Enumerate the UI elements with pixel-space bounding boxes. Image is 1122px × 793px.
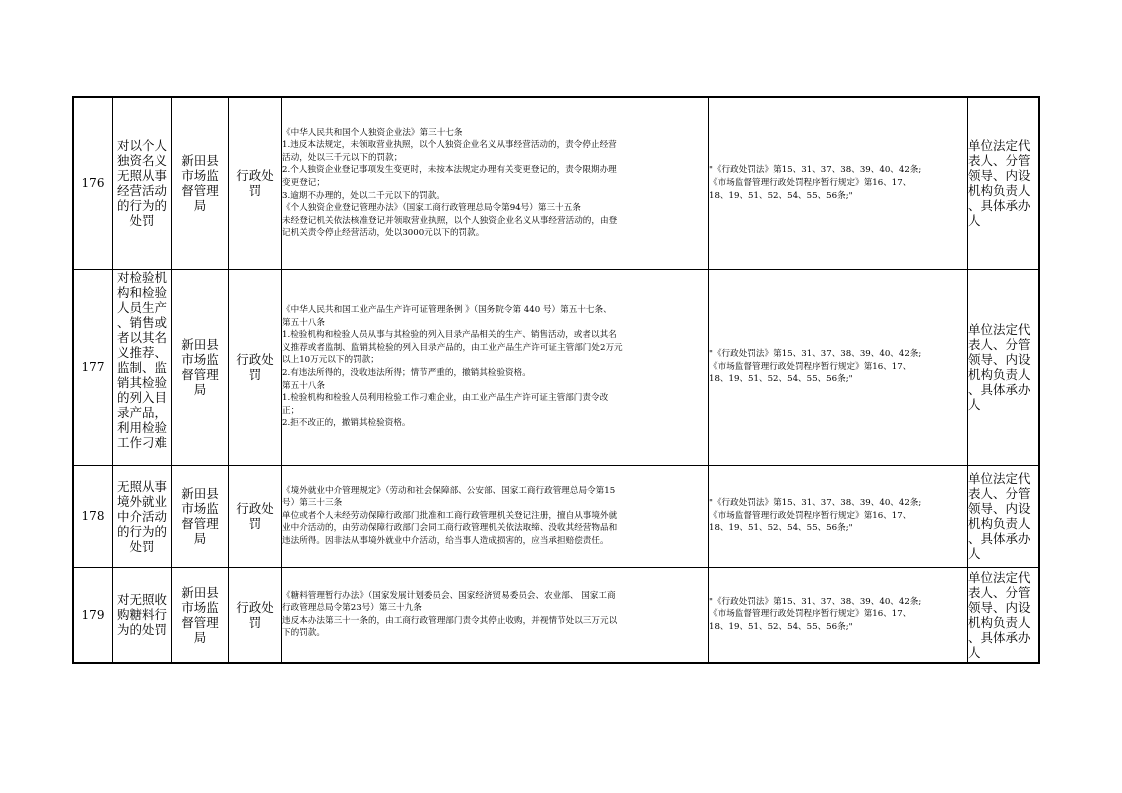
- procedure-basis-cell: [709, 465, 968, 567]
- item-name-line: 监制、监: [116, 359, 167, 375]
- legal-basis-line: 《个人独资企业登记管理办法》（国家工商行政管理总局令第94号）第三十五条: [282, 203, 581, 214]
- department-lines: [172, 585, 228, 645]
- legal-basis-cell: [282, 97, 709, 269]
- power-type-lines: [229, 352, 281, 382]
- legal-basis-line: 记机关责令停止经营活动，处以3000元以下的罚款。: [282, 228, 485, 239]
- department-cell: [172, 97, 229, 269]
- responsible-party-line: 领导、内设: [968, 599, 1031, 615]
- responsible-party-line: 领导、内设: [968, 501, 1031, 516]
- department-line: 督管理: [181, 367, 219, 382]
- procedure-basis-line: 《市场监督管理行政处罚程序暂行规定》第16、17、: [709, 361, 912, 372]
- table-row: [73, 567, 1039, 663]
- legal-basis-line: 《中华人民共和国个人独资企业法》第三十七条: [282, 127, 463, 138]
- power-type-lines: [229, 600, 281, 630]
- item-name-line: 境外就业: [116, 493, 167, 509]
- legal-basis-line: 号）第三十三条: [282, 498, 343, 509]
- responsible-party-lines: [968, 471, 1038, 561]
- legal-basis-line: 第五十八条: [282, 317, 325, 328]
- responsible-party-line: 、具体承办: [968, 198, 1031, 214]
- procedure-basis-lines: [709, 596, 967, 634]
- power-type-cell: [229, 97, 282, 269]
- responsible-party-line: 表人、分管: [968, 584, 1031, 600]
- legal-basis-line: 以上10万元以下的罚款；: [282, 355, 379, 366]
- legal-basis-line: 《糖料管理暂行办法》（国家发展计划委员会、国家经济贸易委员会、农业部、 国家工商: [282, 590, 616, 601]
- legal-basis-line: 1.检验机构和检验人员利用检验工作刁难企业，由工业产品生产许可证主管部门责令改: [282, 393, 609, 404]
- item-name-line: 义推荐、: [116, 344, 167, 360]
- power-type-line: 行政处: [236, 599, 274, 615]
- power-type-lines: [229, 168, 281, 198]
- power-type-line: 行政处: [236, 168, 274, 184]
- item-name-cell: [113, 465, 172, 567]
- procedure-basis-line: 《市场监督管理行政处罚程序暂行规定》第16、17、: [709, 609, 912, 620]
- legal-basis-line: 单位或者个人未经劳动保障行政部门批准和工商行政管理机关登记注册，擅自从事境外就: [282, 510, 618, 521]
- legal-basis-line: 2.个人独资企业登记事项发生变更时，未按本法规定办理有关变更登记的，责令限期办理: [282, 165, 617, 176]
- legal-basis-line: 义推荐或者监制、监销其检验的列入目录产品的，由工业产品生产许可证主管部门处2万元: [282, 342, 623, 353]
- power-type-cell: [229, 567, 282, 663]
- legal-basis-line: 1.违反本法规定，未领取营业执照，以个人独资企业名义从事经营活动的，责令停止经营: [282, 140, 617, 151]
- item-name-line: 销其检验: [116, 374, 167, 390]
- responsible-party-cell: [968, 465, 1040, 567]
- department-line: 新田县: [181, 337, 219, 352]
- item-name-lines: [113, 479, 171, 554]
- responsible-party-line: 机构负责人: [968, 516, 1031, 531]
- responsible-party-line: 单位法定代: [968, 569, 1031, 585]
- department-line: 局: [193, 198, 207, 214]
- responsible-party-line: 单位法定代: [968, 322, 1031, 337]
- item-name-line: 的行为的: [116, 198, 167, 214]
- responsible-party-cell: [968, 567, 1040, 663]
- legal-basis-line: 违法所得。因非法从事境外就业中介活动，给当事人造成损害的，应当承担赔偿责任。: [282, 535, 609, 546]
- procedure-basis-cell: [709, 269, 968, 465]
- procedure-basis-lines: [709, 164, 967, 202]
- legal-basis-line: 活动，处以三千元以下的罚款；: [282, 152, 403, 163]
- department-line: 市场监: [181, 599, 219, 615]
- legal-basis-line: 《境外就业中介管理规定》（劳动和社会保障部、公安部、国家工商行政管理总局令第15: [282, 485, 616, 496]
- item-name-lines: [113, 270, 171, 450]
- item-name-line: 无照从事: [116, 478, 167, 494]
- department-lines: [172, 153, 228, 213]
- power-type-cell: [229, 465, 282, 567]
- procedure-basis-line: 18、19、51、52、54、55、56条;": [709, 622, 853, 633]
- department-line: 局: [193, 382, 207, 397]
- table-row: [73, 465, 1039, 567]
- penalty-table: [72, 96, 1040, 664]
- department-line: 新田县: [181, 584, 219, 600]
- legal-basis-line: 未经登记机关依法核准登记并领取营业执照，以个人独资企业名义从事经营活动的，由登: [282, 215, 618, 226]
- item-name-line: 处罚: [129, 213, 155, 229]
- item-name-line: 无照从事: [116, 168, 167, 184]
- responsible-party-line: 机构负责人: [968, 183, 1031, 199]
- legal-basis-lines: [282, 590, 708, 640]
- power-type-line: 罚: [248, 614, 262, 630]
- responsible-party-line: 领导、内设: [968, 352, 1031, 367]
- power-type-cell: [229, 269, 282, 465]
- department-line: 局: [193, 531, 207, 546]
- procedure-basis-line: 《市场监督管理行政处罚程序暂行规定》第16、17、: [709, 510, 912, 521]
- responsible-party-lines: [968, 138, 1038, 228]
- department-line: 督管理: [181, 516, 219, 531]
- department-line: 市场监: [181, 352, 219, 367]
- power-type-line: 罚: [248, 183, 262, 199]
- responsible-party-line: 表人、分管: [968, 337, 1031, 352]
- legal-basis-line: 第五十八条: [282, 380, 325, 391]
- legal-basis-lines: [282, 304, 708, 430]
- power-type-line: 罚: [248, 367, 262, 382]
- power-type-line: 罚: [248, 516, 262, 531]
- item-name-line: 人员生产: [116, 299, 167, 315]
- power-type-line: 行政处: [236, 501, 274, 516]
- item-name-lines: [113, 592, 171, 637]
- responsible-party-cell: [968, 269, 1040, 465]
- procedure-basis-line: "《行政处罚法》第15、31、37、38、39、40、42条;: [709, 349, 922, 360]
- procedure-basis-lines: [709, 348, 967, 386]
- item-name-line: 者以其名: [116, 329, 167, 345]
- legal-basis-line: 2.有违法所得的，没收违法所得；情节严重的，撤销其检验资格。: [282, 368, 531, 378]
- legal-basis-line: 业中介活动的，由劳动保障行政部门会同工商行政管理机关依法取缔、没收其经营物品和: [282, 523, 618, 534]
- row-number: 179: [81, 607, 105, 622]
- table-row: [73, 269, 1039, 465]
- department-line: 新田县: [181, 486, 219, 501]
- item-name-line: 中介活动: [116, 508, 167, 524]
- responsible-party-line: 人: [968, 546, 981, 561]
- responsible-party-line: 单位法定代: [968, 138, 1031, 154]
- responsible-party-line: 人: [968, 397, 981, 412]
- procedure-basis-cell: [709, 97, 968, 269]
- penalty-table-body: [73, 97, 1039, 663]
- item-name-line: 独资名义: [116, 153, 167, 169]
- procedure-basis-line: 《市场监督管理行政处罚程序暂行规定》第16、17、: [709, 177, 912, 188]
- item-name-line: 的列入目: [116, 389, 167, 405]
- row-number-cell: [73, 269, 113, 465]
- responsible-party-cell: [968, 97, 1040, 269]
- row-number: 176: [81, 176, 105, 191]
- responsible-party-lines: [968, 570, 1038, 660]
- procedure-basis-line: 18、19、51、52、54、55、56条;": [709, 523, 853, 534]
- responsible-party-line: 人: [968, 213, 981, 229]
- item-name-cell: [113, 567, 172, 663]
- power-type-lines: [229, 501, 281, 531]
- item-name-line: 处罚: [129, 538, 155, 554]
- procedure-basis-lines: [709, 497, 967, 535]
- department-cell: [172, 269, 229, 465]
- responsible-party-line: 、具体承办: [968, 629, 1031, 645]
- responsible-party-line: 表人、分管: [968, 153, 1031, 169]
- item-name-line: 构和检验: [116, 284, 167, 300]
- department-line: 新田县: [181, 153, 219, 169]
- row-number-cell: [73, 567, 113, 663]
- responsible-party-line: 机构负责人: [968, 367, 1031, 382]
- item-name-line: 对检验机: [116, 269, 167, 285]
- procedure-basis-line: "《行政处罚法》第15、31、37、38、39、40、42条;: [709, 498, 922, 509]
- legal-basis-line: 1.检验机构和检验人员从事与其检验的列入目录产品相关的生产、销售活动，或者以其名: [282, 330, 617, 341]
- procedure-basis-cell: [709, 567, 968, 663]
- item-name-line: 经营活动: [116, 183, 167, 199]
- legal-basis-line: 行政管理总局令第23号）第三十九条: [282, 603, 422, 614]
- department-cell: [172, 465, 229, 567]
- procedure-basis-line: "《行政处罚法》第15、31、37、38、39、40、42条;: [709, 596, 922, 607]
- department-line: 督管理: [181, 183, 219, 199]
- legal-basis-lines: [282, 485, 708, 548]
- item-name-cell: [113, 97, 172, 269]
- responsible-party-line: 机构负责人: [968, 614, 1031, 630]
- legal-basis-line: 2.拒不改正的，撤销其检验资格。: [282, 418, 411, 429]
- item-name-lines: [113, 138, 171, 228]
- legal-basis-line: 《中华人民共和国工业产品生产许可证管理条例 》（国务院令第 440 号）第五十七条、: [282, 305, 612, 316]
- responsible-party-line: 领导、内设: [968, 168, 1031, 184]
- legal-basis-line: 正；: [282, 405, 300, 416]
- legal-basis-line: 变更登记；: [282, 177, 325, 188]
- legal-basis-line: 下的罚款。: [282, 628, 325, 639]
- responsible-party-line: 单位法定代: [968, 471, 1031, 486]
- row-number: 177: [81, 360, 105, 374]
- responsible-party-line: 、具体承办: [968, 531, 1031, 546]
- legal-basis-cell: [282, 465, 709, 567]
- procedure-basis-line: 18、19、51、52、54、55、56条;": [709, 374, 853, 385]
- legal-basis-line: 违反本办法第三十一条的，由工商行政管理部门责令其停止收购，并视情节处以三万元以: [282, 615, 618, 626]
- row-number-cell: [73, 465, 113, 567]
- responsible-party-lines: [968, 322, 1038, 412]
- department-line: 局: [193, 629, 207, 645]
- legal-basis-lines: [282, 127, 708, 240]
- procedure-basis-line: "《行政处罚法》第15、31、37、38、39、40、42条;: [709, 165, 922, 176]
- item-name-line: 利用检验: [116, 419, 167, 435]
- legal-basis-cell: [282, 269, 709, 465]
- table-row: [73, 97, 1039, 269]
- item-name-line: 工作刁难: [116, 434, 167, 450]
- item-name-line: 、销售或: [116, 314, 167, 330]
- legal-basis-line: 3.逾期不办理的，处以二千元以下的罚款。: [282, 190, 445, 201]
- item-name-cell: [113, 269, 172, 465]
- department-line: 市场监: [181, 168, 219, 184]
- department-line: 市场监: [181, 501, 219, 516]
- item-name-line: 为的处罚: [116, 622, 167, 638]
- item-name-line: 对无照收: [116, 592, 167, 608]
- responsible-party-line: 、具体承办: [968, 382, 1031, 397]
- department-line: 督管理: [181, 614, 219, 630]
- department-lines: [172, 337, 228, 397]
- responsible-party-line: 人: [968, 644, 981, 660]
- item-name-line: 录产品，: [116, 404, 167, 420]
- power-type-line: 行政处: [236, 352, 274, 367]
- item-name-line: 的行为的: [116, 523, 167, 539]
- legal-basis-cell: [282, 567, 709, 663]
- row-number: 178: [81, 509, 105, 523]
- department-cell: [172, 567, 229, 663]
- row-number-cell: [73, 97, 113, 269]
- item-name-line: 对以个人: [116, 138, 167, 154]
- department-lines: [172, 486, 228, 546]
- responsible-party-line: 表人、分管: [968, 486, 1031, 501]
- item-name-line: 购糖料行: [116, 607, 167, 623]
- procedure-basis-line: 18、19、51、52、54、55、56条;": [709, 190, 853, 201]
